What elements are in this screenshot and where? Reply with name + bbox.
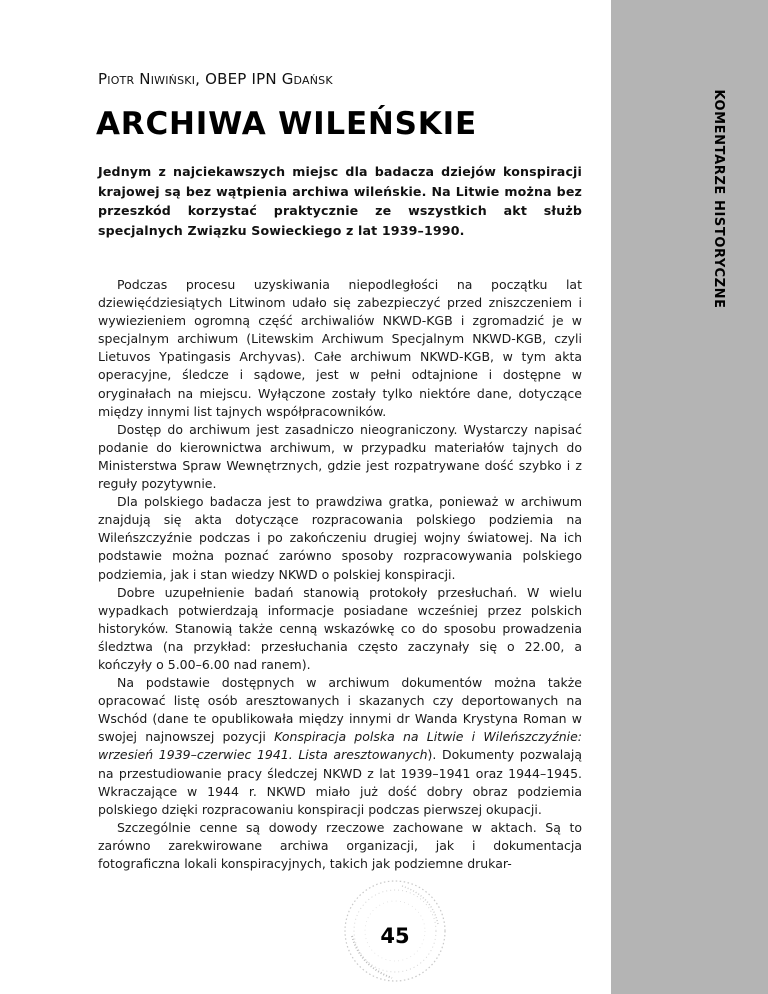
body-paragraph-1: Podczas procesu uzyskiwania niepodległości na początku lat dziewięćdziesiątych Litwinom udało się zabezpieczyć przed zniszczeniem i wywiezieniem ogromną część archiwaliów NKWD-KGB i zgromadzić je w specjalnym archiwum (Litewskim Archiwum Specjalnym NKWD-KGB, czyli Lietuvos Ypatingasis Archyvas). Całe archiwum NKWD-KGB, w tym akta operacyjne, śledcze i sądowe, jest w pełni odtajnione i dostępne w oryginałach na miejscu. Wyłączone zostały tylko niektóre dane, dotyczące między innymi list tajnych współpracowników. xyxy=(98,277,582,419)
side-strip xyxy=(611,0,768,994)
author-line: Piotr Niwiński, OBEP IPN Gdańsk xyxy=(98,70,333,88)
body-paragraph-2: Dostęp do archiwum jest zasadniczo nieograniczony. Wystarczy napisać podanie do kierownictwa archiwum, w przypadku materiałów tajnych do Ministerstwa Spraw Wewnętrznych, gdzie jest rozpatrywane dość szybko i z reguły pozytywnie. xyxy=(98,421,582,492)
body-paragraph-6: Szczególnie cenne są dowody rzeczowe zachowane w aktach. Są to zarówno zarekwirowane archiwa organizacji, jak i dokumentacja fotograficzna lokali konspiracyjnych, takich jak podziemne drukar- xyxy=(98,819,582,871)
page-number: 45 xyxy=(380,924,410,948)
book-title: Konspiracja polska na Litwie i Wileńszczyźnie: wrzesień 1939–czerwiec 1941. Lista aresztowanych xyxy=(98,729,583,763)
body-paragraph-4: Dobre uzupełnienie badań stanowią protokoły przesłuchań. W wielu wypadkach potwierdzają informacje posiadane wcześniej przez polskich historyków. Stanowią także cenną wskazówkę co do sposobu prowadzenia śledztwa (na przykład: przesłuchania często zaczynały się o 22.00, a kończyły o 5.00–6.00 nad ranem). xyxy=(98,584,582,672)
article-body xyxy=(98,276,582,873)
body-paragraph-5-start: Na podstawie dostępnych w archiwum dokumentów można także opracować listę osób aresztowanych i skazanych czy deportowanych na Wschód (dane te opublikowała między innymi dr Wanda Krystyna Roman w swojej najnowszej pozycji xyxy=(98,675,582,745)
body-paragraph-3: Dla polskiego badacza jest to prawdziwa gratka, ponieważ w archiwum znajdują się akta dotyczące rozpracowania polskiego podziemia na Wileńszczyźnie podczas i po zakończeniu drugiej wojny światowej. Na ich podstawie można poznać zarówno sposoby rozpracowywania polskiego podziemia, jak i stan wiedzy NKWD o polskiej konspiracji. xyxy=(98,494,582,582)
section-label xyxy=(704,74,732,324)
body-paragraph-5 xyxy=(98,674,582,819)
body-paragraph-5-end: ). Dokumenty pozwalają na przestudiowanie pracy śledczej NKWD z lat 1939–1941 oraz 1944–1945. Wkraczające w 1944 r. NKWD miało już dość dobry obraz podziemia polskiego dzięki rozpracowaniu konspiracji podczas pierwszej okupacji. xyxy=(98,747,582,817)
article-title: ARCHIWA WILEŃSKIE xyxy=(96,106,477,142)
lead-paragraph: Jednym z najciekawszych miejsc dla badacza dziejów konspiracji krajowej są bez wątpienia archiwa wileńskie. Na Litwie można bez przeszkód korzystać praktycznie ze wszystkich akt służb specjalnych Związku Sowieckiego z lat 1939–1990. xyxy=(98,164,582,238)
section-label-text: KOMENTARZE HISTORYCZNE xyxy=(711,89,726,309)
